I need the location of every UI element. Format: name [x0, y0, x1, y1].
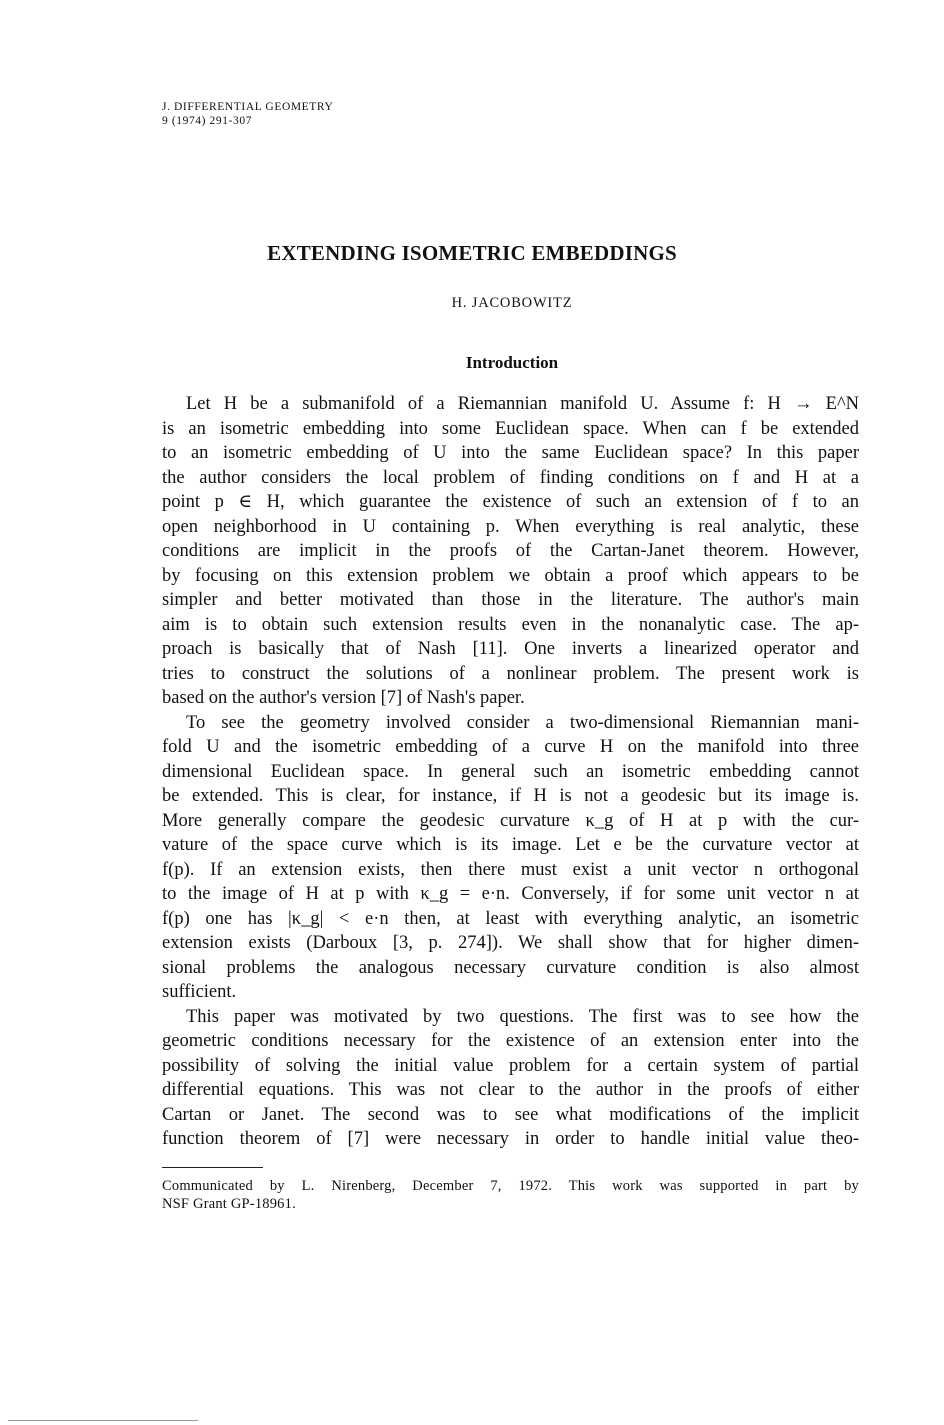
- text-line: is an isometric embedding into some Euclidean space. When can f be extended: [162, 418, 859, 439]
- body-text: [162, 392, 859, 1152]
- text-line: To see the geometry involved consider a two-dimensional Riemannian mani-: [186, 712, 859, 733]
- footnote-line: Communicated by L. Nirenberg, December 7, 1972. This work was supported in part by: [162, 1178, 859, 1194]
- section-heading: Introduction: [465, 353, 559, 372]
- text-line: the author considers the local problem of finding conditions on f and H at a: [162, 467, 859, 488]
- text-line: based on the author's version [7] of Nash's paper.: [162, 688, 525, 708]
- text-line: possibility of solving the initial value problem for a certain system of partial: [162, 1055, 859, 1076]
- text-line: open neighborhood in U containing p. When everything is real analytic, these: [162, 516, 859, 537]
- paragraph-1: [162, 392, 859, 711]
- text-line: More generally compare the geodesic curvature κ_g of H at p with the cur-: [162, 810, 859, 831]
- text-line: differential equations. This was not clear to the author in the proofs of either: [162, 1080, 859, 1100]
- text-line: function theorem of [7] were necessary in order to handle initial value theo-: [162, 1129, 859, 1149]
- text-line: proach is basically that of Nash [11]. One inverts a linearized operator and: [162, 639, 859, 659]
- footnote-line: NSF Grant GP-18961.: [162, 1196, 296, 1212]
- journal-name: J. DIFFERENTIAL GEOMETRY: [162, 101, 334, 113]
- paper-title: EXTENDING ISOMETRIC EMBEDDINGS: [267, 241, 677, 265]
- text-line: extension exists (Darboux [3, p. 274]). We shall show that for higher dimen-: [162, 933, 859, 953]
- text-line: aim is to obtain such extension results even in the nonanalytic case. The ap-: [162, 614, 859, 635]
- paragraph-3: [162, 1005, 859, 1152]
- text-line: Cartan or Janet. The second was to see what modifications of the implicit: [162, 1104, 859, 1125]
- text-line: sufficient.: [162, 982, 237, 1002]
- text-line: geometric conditions necessary for the existence of an extension enter into the: [162, 1031, 859, 1051]
- text-line: dimensional Euclidean space. In general such an isometric embedding cannot: [162, 761, 859, 782]
- footnote-rule: [162, 1167, 263, 1168]
- text-line: fold U and the isometric embedding of a curve H on the manifold into three: [162, 737, 859, 757]
- text-line: tries to construct the solutions of a nonlinear problem. The present work is: [162, 663, 859, 684]
- journal-volume: 9 (1974) 291-307: [162, 115, 253, 127]
- page-edge-line: [8, 1420, 198, 1421]
- text-line: Let H be a submanifold of a Riemannian manifold U. Assume f: H → E^N: [186, 394, 859, 414]
- text-line: to the image of H at p with κ_g = e·n. Conversely, if for some unit vector n at: [162, 884, 859, 904]
- text-line: point p ∈ H, which guarantee the existence of such an extension of f to an: [162, 492, 859, 512]
- paper-author: H. JACOBOWITZ: [451, 295, 573, 311]
- text-line: simpler and better motivated than those in the literature. The author's main: [162, 590, 859, 610]
- text-line: vature of the space curve which is its image. Let e be the curvature vector at: [162, 835, 859, 855]
- text-line: f(p). If an extension exists, then there must exist a unit vector n orthogonal: [162, 859, 859, 880]
- journal-header: [162, 100, 333, 128]
- text-line: by focusing on this extension problem we obtain a proof which appears to be: [162, 565, 859, 586]
- text-line: to an isometric embedding of U into the same Euclidean space? In this paper: [162, 443, 859, 463]
- text-line: be extended. This is clear, for instance, if H is not a geodesic but its image is.: [162, 786, 859, 806]
- text-line: conditions are implicit in the proofs of the Cartan-Janet theorem. However,: [162, 541, 859, 561]
- text-line: This paper was motivated by two questions. The first was to see how the: [186, 1006, 859, 1027]
- text-line: sional problems the analogous necessary curvature condition is also almost: [162, 957, 859, 978]
- footnote: [162, 1177, 859, 1213]
- text-line: f(p) one has |κ_g| < e·n then, at least with everything analytic, an isometric: [162, 908, 859, 929]
- paragraph-2: [162, 711, 859, 1005]
